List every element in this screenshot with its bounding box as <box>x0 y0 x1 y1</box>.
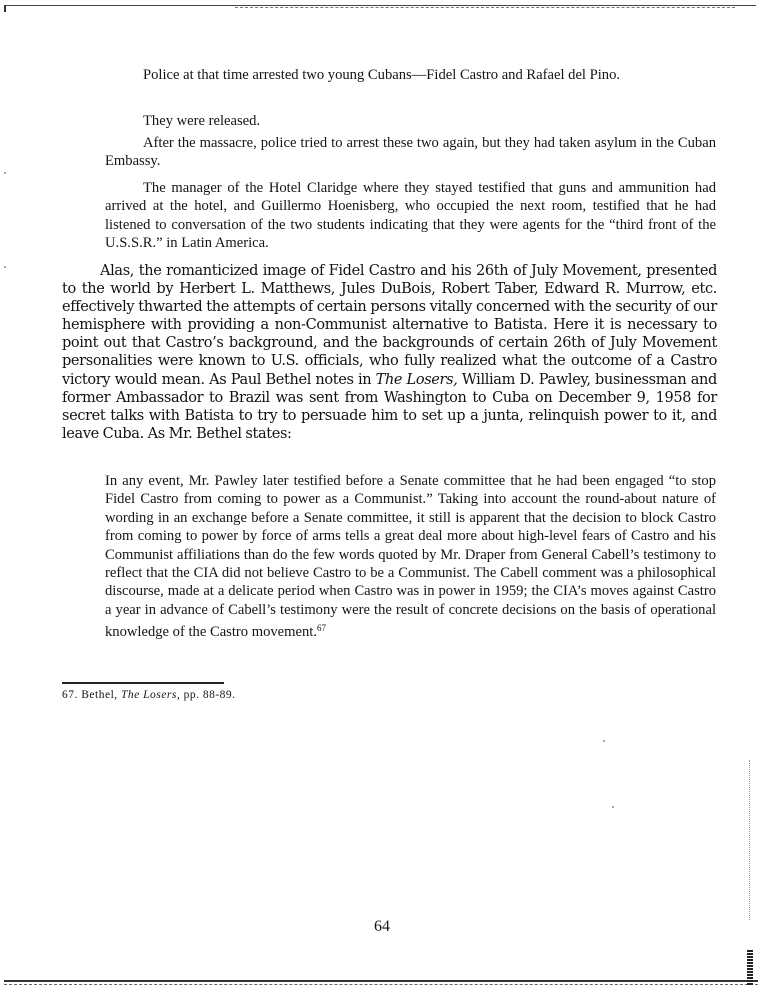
scan-top-dashes <box>235 7 735 8</box>
main-text-after-title: William D. Pawley, businessman and former Ambassador to Brazil was sent from Washington to Cuba on December 9, 1958 for secret talks with Batista to try to persuade him to set up a junta, relinquish power to it, and leave Cuba. As Mr. Bethel states: <box>62 371 717 442</box>
book-title: The Losers, <box>375 371 458 388</box>
scan-bottom-border <box>4 980 758 982</box>
scan-speck <box>603 740 605 742</box>
scan-bottom-dashes <box>4 984 758 985</box>
footnote-rule <box>62 682 224 684</box>
quote-paragraph-3: After the massacre, police tried to arrest these two again, but they had taken asylum in the Cuban Embassy. <box>105 135 716 170</box>
page-number: 64 <box>374 918 390 935</box>
quote-paragraph-1: Police at that time arrested two young Cubans—Fidel Castro and Rafael del Pino. <box>143 67 621 83</box>
scan-edge-mark <box>747 950 753 986</box>
footnote-title: The Losers, <box>121 689 181 701</box>
scan-corner-mark <box>4 5 6 12</box>
main-text-before-title: Alas, the romanticized image of Fidel Castro and his 26th of July Movement, presented to the world by Herbert L. Matthews, Jules DuBois, Robert Taber, Edward R. Murrow, etc. effectively thwarted the attempts of certain persons vitally concerned with the security of our hemisphere with providing a non-Communist alternative to Batista. Here it is necessary to point out that Castro’s background, and the backgrounds of certain 26th of July Movement personalities were known to U.S. officials, who fully realized what the outcome of a Castro victory would mean. As Paul Bethel notes in <box>62 263 717 388</box>
quote-paragraph-4: The manager of the Hotel Claridge where they stayed testified that guns and ammunition had arrived at the hotel, and Guillermo Hoenisberg, who occupied the next room, testified that he had listened to conversation of the two students indicating that they were agents for the “third front of the U.S.S.R.” in Latin America. <box>105 180 716 252</box>
main-paragraph <box>62 262 717 443</box>
scan-right-dots <box>749 760 750 920</box>
footnote-suffix: pp. 88-89. <box>180 689 236 701</box>
block-quote-text: In any event, Mr. Pawley later testified before a Senate committee that he had been engaged “to stop Fidel Castro from coming to power as a Communist.” Taking into account the round-about nature of wording in an exchange before a Senate committee, it still is apparent that the decision to block Castro from coming to power by force of arms tells a great deal more about high-level fears of Castro and his Communist affiliations than do the few words quoted by Mr. Draper from General Cabell’s testimony to reflect that the CIA did not believe Castro to be a Communist. The Cabell comment was a philosophical discourse, made at a delicate period when Castro was in power in 1959; the CIA’s moves against Castro a year in advance of Cabell’s testimony were the result of concrete decisions on the basis of operational knowledge of the Castro movement. <box>105 473 716 641</box>
footnote <box>62 688 236 702</box>
scan-speck <box>4 172 6 174</box>
quote-paragraph-2: They were released. <box>143 113 261 129</box>
footnote-reference[interactable]: 67 <box>316 623 326 634</box>
block-quote-bethel <box>105 472 716 642</box>
footnote-prefix: 67. Bethel, <box>62 689 122 701</box>
scan-speck <box>612 806 614 808</box>
scan-top-border <box>6 5 756 6</box>
scan-speck <box>4 266 6 268</box>
